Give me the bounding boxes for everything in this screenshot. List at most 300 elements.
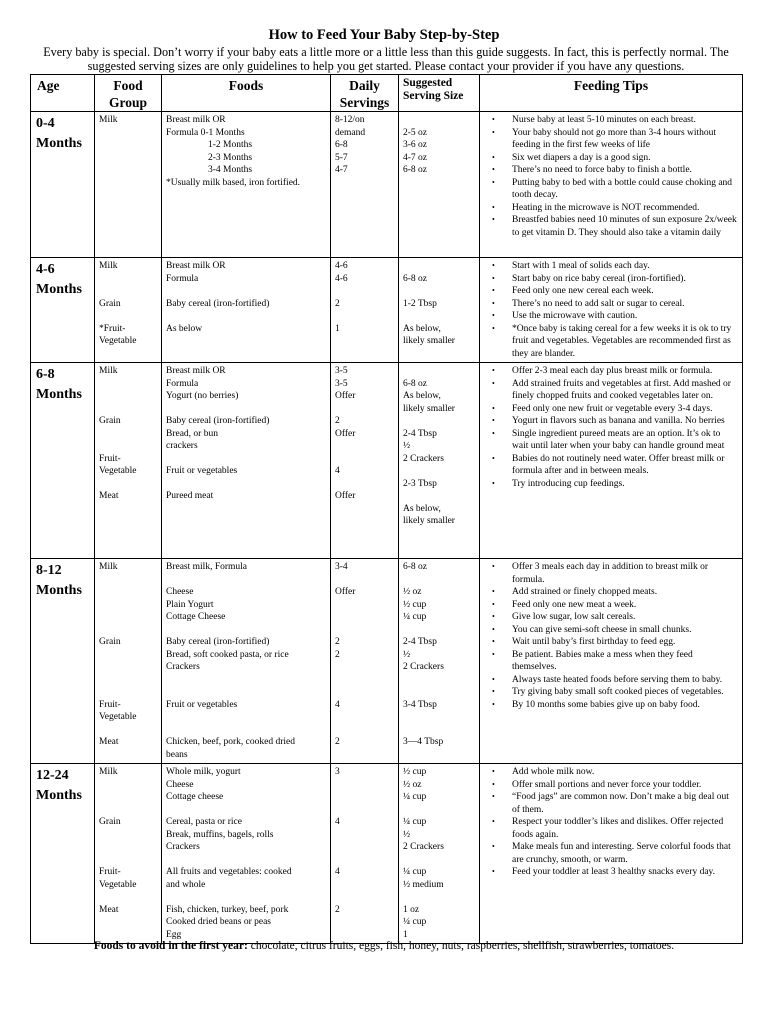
feeding-tip-item: • Start baby on rice baby cereal (iron-fortified). [512, 273, 738, 286]
group-line [99, 164, 157, 177]
feeding-tip-item: • Nurse baby at least 5-10 minutes on each breast. [512, 114, 738, 127]
foods-line [166, 528, 326, 541]
foods-line: Cottage cheese [166, 792, 224, 802]
feeding-tip-item: • Offer 3 meals each day in addition to breast milk or formula. [512, 561, 738, 586]
servings-line: 2 [335, 298, 340, 309]
servings-line: 3 [335, 767, 340, 777]
group-line: Fruit- [99, 453, 121, 464]
sizes-line: 2-5 oz [403, 127, 428, 138]
group-line: Milk [99, 562, 118, 572]
sizes-line [403, 177, 475, 190]
sizes-line: 4-7 oz [403, 152, 428, 163]
group-cell [95, 112, 162, 258]
foods-cell [162, 258, 331, 363]
feeding-tip-item: • Respect your toddler’s likes and dislikes. Offer rejected foods again. [512, 816, 738, 841]
foods-line [166, 478, 326, 491]
foods-line: Fruit or vegetables [166, 466, 238, 476]
sizes-line: 2-4 Tbsp [403, 428, 437, 439]
feeding-tip-item: • Always taste heated foods before serving them to baby. [512, 674, 738, 687]
feeding-tip-item: • Try giving baby small soft cooked pieces of vegetables. [512, 686, 738, 699]
foods-line: *Usually milk based, iron fortified. [166, 177, 301, 188]
group-line [99, 503, 157, 516]
foods-line: Egg [166, 929, 182, 940]
servings-line: 2 [335, 416, 340, 426]
table-row [31, 363, 743, 559]
foods-line [166, 503, 326, 516]
foods-line: Breast milk, Formula [166, 562, 248, 572]
foods-line: Cheese [166, 587, 194, 597]
group-line: Vegetable [99, 336, 137, 346]
foods-line: Pureed meat [166, 491, 214, 501]
table-row [31, 258, 743, 363]
sizes-line [403, 854, 475, 867]
foods-to-avoid-label: Foods to avoid in the first year: [93, 940, 248, 952]
foods-line [166, 711, 326, 724]
feeding-tip-item: • Babies do not routinely need water. Offer breast milk or formula after and in between meals. [512, 453, 738, 478]
servings-line: 6-8 [335, 140, 348, 150]
sizes-line: ¼ cup [403, 792, 427, 802]
sizes-line: 2-3 Tbsp [403, 478, 437, 489]
sizes-line: As below, [403, 323, 441, 334]
foods-line: 3-4 Months [208, 165, 253, 175]
foods-line: As below [166, 323, 203, 334]
group-line: Vegetable [99, 466, 137, 476]
foods-cell [162, 112, 331, 258]
feeding-tip-item: • Add strained or finely chopped meats. [512, 586, 738, 599]
feeding-tip-item: • Feed your toddler at least 3 healthy snacks every day. [512, 866, 738, 879]
group-line [99, 804, 157, 817]
feeding-tips-cell [480, 363, 743, 559]
sizes-cell [399, 764, 480, 944]
foods-line [166, 574, 326, 587]
feeding-tip-item: • There’s no need to add salt or sugar to cereal. [512, 298, 738, 311]
servings-line [335, 189, 394, 202]
servings-line: 3-5 [335, 366, 348, 376]
group-line [99, 177, 157, 190]
servings-line [335, 177, 394, 190]
table-row [31, 112, 743, 258]
sizes-line: ¼ cup [403, 612, 427, 622]
feeding-table [30, 74, 743, 944]
sizes-line: ½ [403, 829, 411, 840]
group-line: Grain [99, 637, 121, 647]
feeding-tip-item: • Feed only one new meat a week. [512, 599, 738, 612]
page-title: How to Feed Your Baby Step-by-Step [268, 27, 500, 43]
sizes-line: ½ oz [403, 779, 422, 790]
sizes-line: 6-8 oz [403, 378, 428, 389]
sizes-line [403, 574, 475, 587]
table-row [31, 559, 743, 764]
servings-cell [331, 112, 399, 258]
sizes-line: 6-8 oz [403, 165, 428, 175]
group-line: Fruit- [99, 867, 121, 877]
servings-line: 3-4 [335, 562, 348, 572]
age-cell: 0-4 Months [31, 112, 95, 258]
sizes-line [403, 749, 475, 762]
servings-line: 4-6 [335, 261, 348, 271]
group-line [99, 749, 157, 762]
group-line [99, 515, 157, 528]
feeding-tip-item: • Breastfed babies need 10 minutes of sun exposure 2x/week to get vitamin D. They should also take a vitamin daily [512, 214, 738, 239]
foods-line: Crackers [166, 842, 200, 852]
sizes-line: ¼ cup [403, 817, 427, 827]
sizes-line [403, 260, 475, 273]
sizes-line: 3—4 Tbsp [403, 737, 444, 747]
servings-line [335, 711, 394, 724]
sizes-line [403, 674, 475, 687]
group-line [99, 661, 157, 674]
sizes-line: ½ oz [403, 587, 422, 597]
sizes-line [403, 624, 475, 637]
servings-cell [331, 764, 399, 944]
servings-line [335, 611, 394, 624]
age-cell: 6-8 Months [31, 363, 95, 559]
foods-line: Breast milk OR [166, 115, 226, 125]
group-line [99, 310, 157, 323]
feeding-tip-item: • “Food jags” are common now. Don’t make a big deal out of them. [512, 791, 738, 816]
sizes-line [403, 528, 475, 541]
servings-line: 5-7 [335, 152, 348, 163]
foods-line [166, 285, 326, 298]
feeding-tip-item: • Use the microwave with caution. [512, 310, 738, 323]
servings-line [335, 724, 394, 737]
group-line [99, 189, 157, 202]
feeding-tip-item: • Feed only one new cereal each week. [512, 285, 738, 298]
servings-line: Offer [335, 491, 356, 501]
group-line: Fruit- [99, 699, 121, 710]
servings-line [335, 440, 394, 453]
age-cell: 8-12 Months [31, 559, 95, 764]
feeding-tip-item: • Feed only one new fruit or vegetable every 3-4 days. [512, 403, 738, 416]
servings-line: 4 [335, 699, 340, 710]
sizes-line: 3-6 oz [403, 140, 428, 150]
group-line [99, 611, 157, 624]
age-cell: 4-6 Months [31, 258, 95, 363]
group-line [99, 854, 157, 867]
foods-line: Baby cereal (iron-fortified) [166, 298, 270, 309]
group-line: Meat [99, 737, 119, 747]
group-line: Grain [99, 817, 121, 827]
feeding-tips-cell [480, 764, 743, 944]
servings-line [335, 779, 394, 792]
sizes-line [403, 804, 475, 817]
feeding-tip-item: • Yogurt in flavors such as banana and vanilla. No berries [512, 415, 738, 428]
servings-line: 1 [335, 323, 340, 334]
group-line [99, 891, 157, 904]
servings-line [335, 528, 394, 541]
sizes-line: ¼ cup [403, 917, 427, 927]
header-food-group: Food Group [95, 75, 162, 112]
sizes-line: likely smaller [403, 336, 455, 346]
group-line [99, 440, 157, 453]
sizes-line: 3-4 Tbsp [403, 699, 437, 710]
foods-line: Chicken, beef, pork, cooked dried [166, 737, 295, 747]
group-line [99, 478, 157, 491]
sizes-line: 1 oz [403, 904, 420, 915]
foods-line: Plain Yogurt [166, 599, 214, 610]
group-line [99, 378, 157, 391]
feeding-tip-item: • Add whole milk now. [512, 766, 738, 779]
group-line: Vegetable [99, 879, 137, 890]
sizes-line [403, 285, 475, 298]
feeding-tip-item: • Your baby should not go more than 3-4 hours without feeding in the first few weeks of life [512, 127, 738, 152]
servings-line [335, 829, 394, 842]
feeding-tip-item: • You can give semi-soft cheese in small chunks. [512, 624, 738, 637]
foods-line: Bread, or bun [166, 428, 218, 439]
servings-line: 2 [335, 649, 340, 660]
feeding-tip-item: • Six wet diapers a day is a good sign. [512, 152, 738, 165]
servings-line [335, 624, 394, 637]
servings-line: 4 [335, 817, 340, 827]
feeding-tip-item: • Add strained fruits and vegetables at first. Add mashed or finely chopped fruits and cooked vegetables later on. [512, 378, 738, 403]
servings-line: demand [335, 127, 366, 138]
group-line: Milk [99, 366, 118, 376]
feeding-tip-item: • Offer small portions and never force your toddler. [512, 779, 738, 792]
sizes-line: As below, [403, 391, 441, 401]
feeding-tip-item: • Heating in the microwave is NOT recommended. [512, 202, 738, 215]
group-line [99, 649, 157, 662]
servings-line: 4 [335, 466, 340, 476]
foods-line [166, 674, 326, 687]
foods-to-avoid-list: chocolate, citrus fruits, eggs, fish, honey, nuts, raspberries, shellfish, strawberries, tomatoes. [247, 940, 675, 952]
servings-line: Offer [335, 587, 356, 597]
sizes-line: ½ medium [403, 879, 444, 890]
group-line: Milk [99, 767, 118, 777]
foods-line [166, 724, 326, 737]
feeding-tips-cell [480, 258, 743, 363]
servings-line [335, 285, 394, 298]
feeding-tips-list [480, 365, 738, 490]
header-feeding-tips: Feeding Tips [480, 75, 743, 112]
servings-line: 4-7 [335, 165, 348, 175]
foods-line: Break, muffins, bagels, rolls [166, 829, 274, 840]
group-line: Vegetable [99, 712, 137, 722]
table-body [31, 112, 743, 944]
servings-cell [331, 363, 399, 559]
servings-line [335, 515, 394, 528]
feeding-tip-item: • Single ingredient pureed meats are an option. It’s ok to wait until later when your baby can handle ground meat [512, 428, 738, 453]
group-line: Grain [99, 416, 121, 426]
sizes-line [403, 711, 475, 724]
sizes-line [403, 724, 475, 737]
foods-line: All fruits and vegetables: cooked [166, 867, 292, 877]
group-line [99, 686, 157, 699]
group-cell [95, 764, 162, 944]
sizes-line [403, 415, 475, 428]
group-line [99, 841, 157, 854]
servings-line [335, 879, 394, 892]
servings-line: Offer [335, 391, 356, 401]
sizes-line [403, 189, 475, 202]
foods-line [166, 624, 326, 637]
feeding-tip-item: • Make meals fun and interesting. Serve colorful foods that are crunchy, smooth, or warm. [512, 841, 738, 866]
foods-line: and whole [166, 879, 206, 890]
foods-line [166, 854, 326, 867]
servings-line [335, 854, 394, 867]
group-line [99, 285, 157, 298]
header-serving-size: Suggested Serving Size [399, 75, 480, 112]
servings-line [335, 916, 394, 929]
feeding-tips-list [480, 114, 738, 239]
foods-line: crackers [166, 441, 198, 451]
sizes-cell [399, 258, 480, 363]
foods-line: Baby cereal (iron-fortified) [166, 416, 270, 426]
sizes-line: ½ cup [403, 599, 427, 610]
foods-line [166, 453, 326, 466]
feeding-tip-item: • There’s no need to force baby to finish a bottle. [512, 164, 738, 177]
servings-line [335, 574, 394, 587]
foods-line: Fish, chicken, turkey, beef, pork [166, 904, 289, 915]
servings-line: 2 [335, 637, 340, 647]
feeding-tips-list [480, 260, 738, 360]
feeding-tips-cell [480, 112, 743, 258]
sizes-line: ¼ cup [403, 867, 427, 877]
foods-line [166, 310, 326, 323]
header-foods: Foods [162, 75, 331, 112]
sizes-line [403, 310, 475, 323]
servings-line [335, 661, 394, 674]
sizes-line: As below, [403, 503, 441, 514]
group-line [99, 916, 157, 929]
servings-cell [331, 258, 399, 363]
foods-line: Breast milk OR [166, 261, 226, 271]
foods-line: Bread, soft cooked pasta, or rice [166, 649, 289, 660]
group-line [99, 624, 157, 637]
feeding-tip-item: • *Once baby is taking cereal for a few weeks it is ok to try fruit and vegetables. Vegetables are recommended first as they are blander. [512, 323, 738, 361]
sizes-cell [399, 363, 480, 559]
sizes-line [403, 114, 475, 127]
group-line [99, 390, 157, 403]
foods-line: Cereal, pasta or rice [166, 817, 242, 827]
foods-line: Whole milk, yogurt [166, 767, 241, 777]
group-line: *Fruit- [99, 323, 126, 334]
group-line [99, 139, 157, 152]
servings-line [335, 599, 394, 612]
feeding-tip-item: • Try introducing cup feedings. [512, 478, 738, 491]
feeding-tip-item: • Putting baby to bed with a bottle could cause choking and tooth decay. [512, 177, 738, 202]
sizes-cell [399, 559, 480, 764]
feeding-tips-list [480, 766, 738, 879]
foods-line [166, 804, 326, 817]
sizes-line: ½ cup [403, 767, 427, 777]
foods-line: 1-2 Months [208, 140, 253, 150]
group-line [99, 574, 157, 587]
sizes-cell [399, 112, 480, 258]
servings-line: Offer [335, 428, 356, 439]
sizes-line: likely smaller [403, 516, 455, 526]
foods-line: Formula [166, 378, 199, 389]
group-line: Milk [99, 115, 118, 125]
sizes-line: 1-2 Tbsp [403, 298, 437, 309]
foods-line [166, 403, 326, 416]
group-line [99, 428, 157, 441]
group-cell [95, 258, 162, 363]
feeding-tip-item: • Offer 2-3 meal each day plus breast milk or formula. [512, 365, 738, 378]
foods-line [166, 335, 326, 348]
group-line: Milk [99, 261, 118, 271]
servings-line [335, 335, 394, 348]
feeding-tips-list [480, 561, 738, 711]
servings-line [335, 403, 394, 416]
group-line [99, 829, 157, 842]
feeding-tip-item: • Wait until baby’s first birthday to feed egg. [512, 636, 738, 649]
sizes-line [403, 365, 475, 378]
servings-line [335, 791, 394, 804]
age-cell: 12-24 Months [31, 764, 95, 944]
group-line [99, 273, 157, 286]
foods-line: Cheese [166, 779, 194, 790]
sizes-line: 1 [403, 929, 408, 940]
feeding-tip-item: • By 10 months some babies give up on baby food. [512, 699, 738, 712]
foods-line: 2-3 Months [208, 152, 253, 163]
servings-line [335, 478, 394, 491]
sizes-line [403, 891, 475, 904]
sizes-line: 2 Crackers [403, 842, 444, 852]
group-line [99, 403, 157, 416]
group-line [99, 528, 157, 541]
group-line [99, 791, 157, 804]
group-line [99, 152, 157, 165]
servings-line: 3-5 [335, 378, 348, 389]
sizes-line [403, 490, 475, 503]
group-line: Meat [99, 491, 119, 501]
group-line [99, 586, 157, 599]
sizes-line: 2 Crackers [403, 662, 444, 672]
feeding-tip-item: • Be patient. Babies make a mess when they feed themselves. [512, 649, 738, 674]
header-age: Age [31, 75, 95, 112]
group-cell [95, 363, 162, 559]
group-line: Grain [99, 298, 121, 309]
header-daily-servings: Daily Servings [331, 75, 399, 112]
foods-line: beans [166, 749, 188, 760]
group-line [99, 127, 157, 140]
intro-paragraph: Every baby is special. Don’t worry if your baby eats a little more or a little less than this guide suggests. In fact, this is perfectly normal. The suggested serving sizes are only guidelines to help you get started. Please contact your provider if you have any questions. [43, 45, 729, 73]
foods-line: Breast milk OR [166, 366, 226, 376]
foods-line: Crackers [166, 662, 200, 672]
group-cell [95, 559, 162, 764]
feeding-tip-item: • Give low sugar, low salt cereals. [512, 611, 738, 624]
sizes-line: 6-8 oz [403, 562, 428, 572]
servings-line: 4 [335, 867, 340, 877]
foods-line [166, 891, 326, 904]
foods-line: Yogurt (no berries) [166, 391, 239, 401]
servings-line [335, 804, 394, 817]
servings-line [335, 503, 394, 516]
servings-line [335, 841, 394, 854]
group-line [99, 599, 157, 612]
foods-line: Cooked dried beans or peas [166, 917, 271, 927]
foods-line: Cottage Cheese [166, 612, 226, 622]
servings-line [335, 891, 394, 904]
feeding-tip-item: • Start with 1 meal of solids each day. [512, 260, 738, 273]
servings-line: 4-6 [335, 273, 348, 284]
sizes-line [403, 686, 475, 699]
sizes-line: ½ [403, 649, 411, 660]
group-line [99, 724, 157, 737]
servings-line [335, 686, 394, 699]
sizes-line: 2-4 Tbsp [403, 637, 437, 647]
foods-line [166, 189, 326, 202]
group-line: Meat [99, 904, 119, 915]
foods-to-avoid [0, 940, 768, 952]
foods-line: Formula 0-1 Months [166, 127, 245, 138]
servings-line [335, 749, 394, 762]
sizes-line: 6-8 oz [403, 273, 428, 284]
servings-line: 8-12/on [335, 115, 365, 125]
sizes-line: ½ [403, 441, 411, 451]
group-line [99, 674, 157, 687]
table-row [31, 764, 743, 944]
